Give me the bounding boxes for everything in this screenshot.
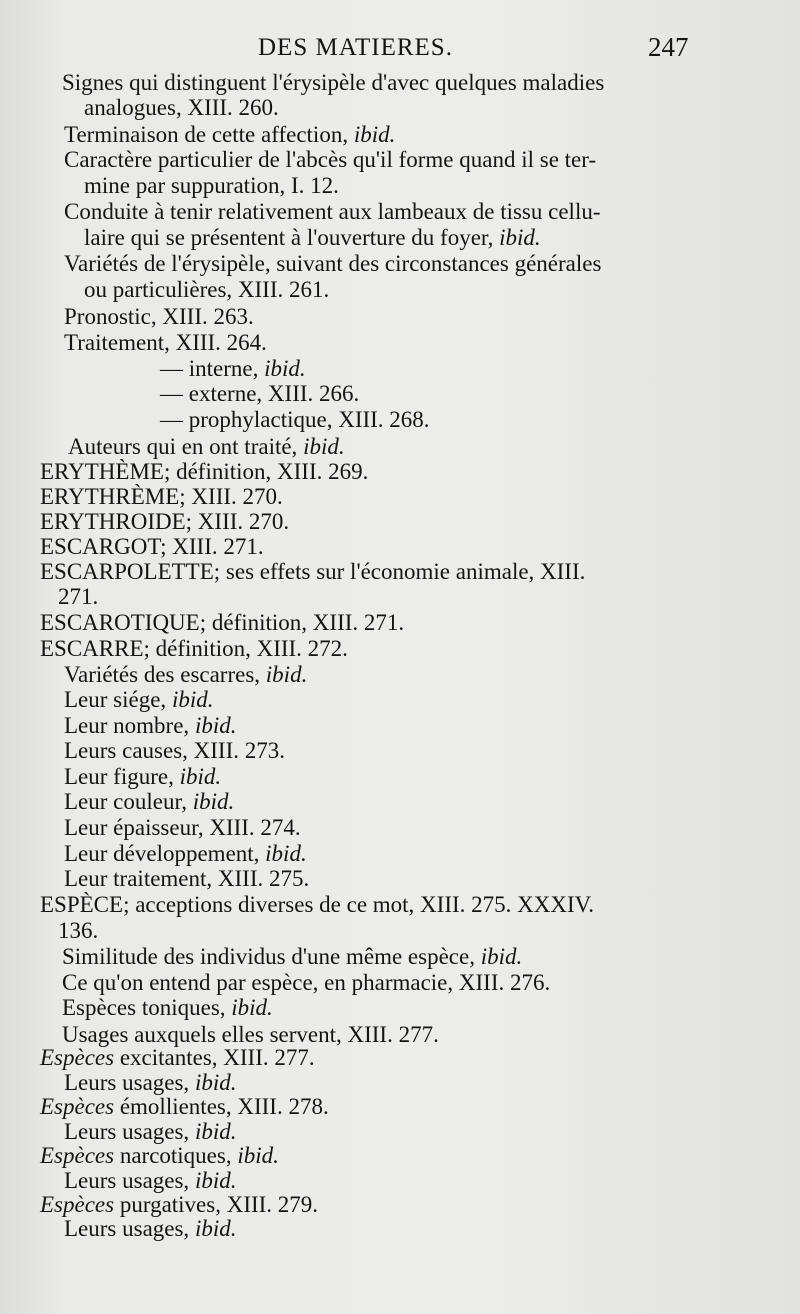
text-segment: analogues, XIII. 260. xyxy=(84,95,279,120)
text-segment: ou particulières, XIII. 261. xyxy=(84,277,330,302)
index-line xyxy=(64,199,601,225)
text-segment: ; XIII. 270. xyxy=(185,509,290,534)
text-segment: ERYTHÈME xyxy=(40,459,164,484)
index-line xyxy=(160,381,359,407)
text-segment: ERYTHROIDE xyxy=(40,509,186,534)
text-segment: ; ses effets sur l'économie animale, XIII. xyxy=(213,559,586,584)
index-line xyxy=(40,559,585,585)
text-segment: Leur traitement, XIII. 275. xyxy=(64,866,310,891)
text-segment: ; XIII. 271. xyxy=(160,534,264,559)
index-line xyxy=(40,636,348,662)
italic-segment: ibid. xyxy=(194,1070,237,1095)
index-line xyxy=(64,122,395,148)
text-segment: excitantes, XIII. 277. xyxy=(114,1045,315,1070)
text-segment: Traitement, XIII. 264. xyxy=(64,330,267,355)
text-segment: Pronostic, XIII. 263. xyxy=(64,304,254,329)
index-line xyxy=(40,610,404,636)
page-header xyxy=(0,30,800,70)
text-segment: Auteurs qui en ont traité, xyxy=(68,434,304,459)
text-segment: Conduite à tenir relativement aux lambeaux de tissu cellu- xyxy=(64,199,601,224)
index-line xyxy=(64,330,267,356)
text-segment: ESPÈCE xyxy=(40,892,124,917)
index-line xyxy=(40,1192,318,1218)
text-segment: ; définition, XIII. 271. xyxy=(199,610,405,635)
index-line xyxy=(58,918,98,944)
italic-segment: ibid. xyxy=(194,713,237,738)
italic-segment: Espèces xyxy=(40,1143,115,1168)
index-line xyxy=(64,304,254,330)
index-line xyxy=(64,662,307,688)
text-segment: Leur figure, xyxy=(64,764,180,789)
text-segment: Leur nombre, xyxy=(64,713,195,738)
text-segment: 136. xyxy=(58,918,99,943)
index-line xyxy=(64,866,309,892)
page-number: 247 xyxy=(648,32,689,62)
text-segment: 271. xyxy=(58,584,99,609)
italic-segment: ibid. xyxy=(179,764,222,789)
index-line xyxy=(64,841,307,867)
index-line xyxy=(62,995,273,1021)
index-line xyxy=(64,1216,236,1242)
text-segment: mine par suppuration, I. 12. xyxy=(84,173,339,198)
index-line xyxy=(64,815,301,841)
text-segment: Leur siége, xyxy=(64,687,172,712)
index-line xyxy=(84,225,541,251)
index-line xyxy=(64,789,234,815)
index-line xyxy=(40,1143,279,1169)
index-line xyxy=(64,738,285,764)
text-segment: — prophylactique, XIII. 268. xyxy=(160,407,430,432)
text-segment: laire qui se présentent à l'ouverture du foyer, xyxy=(84,225,500,250)
text-segment: ERYTHRÈME xyxy=(40,484,180,509)
index-line xyxy=(40,1094,329,1120)
index-line xyxy=(62,970,550,996)
text-segment: ; XIII. 270. xyxy=(179,484,283,509)
index-line xyxy=(40,1045,315,1071)
text-segment: émollientes, XIII. 278. xyxy=(114,1094,329,1119)
index-line xyxy=(160,356,306,382)
index-line xyxy=(40,534,264,560)
index-line xyxy=(64,1070,236,1096)
italic-segment: ibid. xyxy=(194,1119,237,1144)
text-segment: Ce qu'on entend par espèce, en pharmacie, XIII. 276. xyxy=(62,970,551,995)
index-line xyxy=(84,173,339,199)
index-line xyxy=(40,459,368,485)
index-line xyxy=(64,713,236,739)
text-segment: Signes qui distinguent l'érysipèle d'avec quelques maladies xyxy=(62,70,605,95)
index-line xyxy=(62,70,604,96)
text-segment: ESCAROTIQUE xyxy=(40,610,200,635)
italic-segment: Espèces xyxy=(40,1045,115,1070)
text-segment: Caractère particulier de l'abcès qu'il forme quand il se ter- xyxy=(64,147,597,172)
italic-segment: ibid. xyxy=(303,434,345,459)
text-segment: Variétés des escarres, xyxy=(64,662,266,687)
text-segment: Leurs usages, xyxy=(64,1119,195,1144)
index-line xyxy=(64,764,221,790)
italic-segment: ibid. xyxy=(194,1216,237,1241)
text-segment: Leur épaisseur, XIII. 274. xyxy=(64,815,301,840)
index-line xyxy=(84,95,279,121)
index-line xyxy=(62,944,522,970)
text-segment: Leurs usages, xyxy=(64,1070,195,1095)
text-segment: ; définition, XIII. 269. xyxy=(163,459,369,484)
index-line xyxy=(64,251,601,277)
italic-segment: ibid. xyxy=(194,1168,237,1193)
index-line xyxy=(84,277,329,303)
text-segment: Variétés de l'érysipèle, suivant des circonstances générales xyxy=(64,251,602,276)
index-line xyxy=(160,407,430,433)
italic-segment: ibid. xyxy=(265,662,308,687)
text-segment: Similitude des individus d'une même espèce, xyxy=(62,944,481,969)
text-segment: Espèces toniques, xyxy=(62,995,232,1020)
italic-segment: ibid. xyxy=(265,841,307,866)
index-line xyxy=(68,434,345,460)
text-segment: ; acceptions diverses de ce mot, XIII. 275. XXXIV. xyxy=(123,892,595,917)
text-segment: ESCARRE xyxy=(40,636,144,661)
italic-segment: ibid. xyxy=(353,122,396,147)
text-segment: Leurs usages, xyxy=(64,1216,195,1241)
index-line xyxy=(40,892,594,918)
text-segment: Leur développement, xyxy=(64,841,266,866)
italic-segment: ibid. xyxy=(480,944,523,969)
italic-segment: ibid. xyxy=(192,789,235,814)
text-segment: Leurs causes, XIII. 273. xyxy=(64,738,285,763)
index-line xyxy=(58,584,98,610)
text-segment: — externe, XIII. 266. xyxy=(160,381,360,406)
index-line xyxy=(64,147,596,173)
running-head: DES MATIERES. xyxy=(258,34,453,61)
italic-segment: ibid. xyxy=(231,995,273,1020)
italic-segment: ibid. xyxy=(237,1143,279,1168)
index-line xyxy=(64,1168,236,1194)
text-segment: Leur couleur, xyxy=(64,789,193,814)
text-segment: ESCARPOLETTE xyxy=(40,559,214,584)
italic-segment: ibid. xyxy=(171,687,214,712)
text-segment: Leurs usages, xyxy=(64,1168,195,1193)
index-line xyxy=(64,687,213,713)
italic-segment: Espèces xyxy=(40,1192,115,1217)
text-segment: — interne, xyxy=(160,356,265,381)
italic-segment: Espèces xyxy=(40,1094,115,1119)
index-line xyxy=(64,1119,236,1145)
text-segment: narcotiques, xyxy=(114,1143,238,1168)
text-segment: purgatives, XIII. 279. xyxy=(114,1192,319,1217)
index-line xyxy=(40,509,289,535)
italic-segment: ibid. xyxy=(499,225,541,250)
text-segment: Usages auxquels elles servent, XIII. 277. xyxy=(62,1022,439,1047)
text-segment: ESCARGOT xyxy=(40,534,161,559)
text-segment: Terminaison de cette affection, xyxy=(64,122,354,147)
text-segment: ; définition, XIII. 272. xyxy=(143,636,348,661)
index-line xyxy=(40,484,283,510)
italic-segment: ibid. xyxy=(264,356,306,381)
